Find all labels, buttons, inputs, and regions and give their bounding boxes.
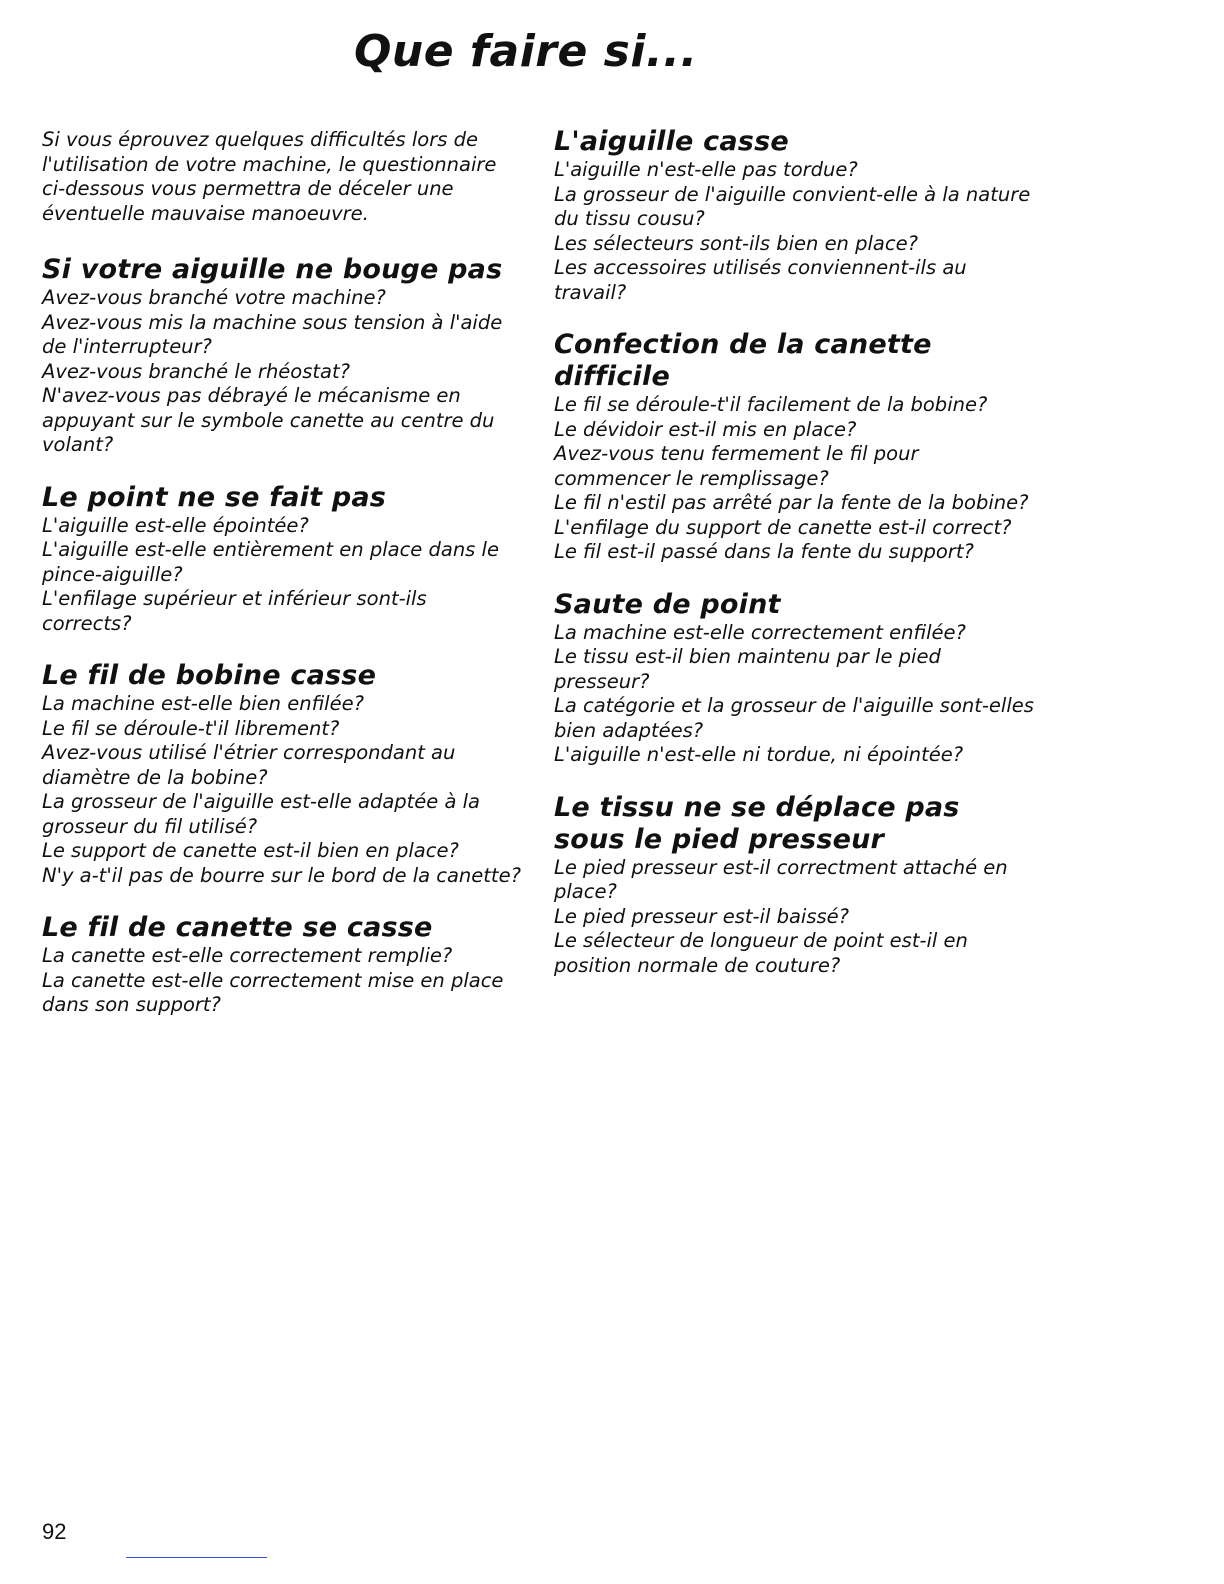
question-line: L'aiguille est-elle entièrement en place dans le pince-aiguille? [42,538,499,586]
question-line: Les sélecteurs sont-ils bien en place? [554,231,918,255]
question-line: La machine est-elle bien enfilée? [42,692,364,715]
section-heading: Le fil de bobine casse [42,660,377,691]
section-heading: L'aiguille casse [554,126,789,157]
section-aiguille-casse [554,126,1034,305]
question-line: Avez-vous branché votre machine? [42,286,386,309]
section-heading: Le tissu ne se déplace pas sous le pied presseur [554,791,960,855]
question-line: La machine est-elle correctement enfilée? [554,620,966,644]
question-line: Les accessoires utilisés conviennent-ils au travail? [554,256,967,304]
section-heading: Le point ne se fait pas [42,481,387,513]
section-fil-de-canette-se-casse [42,912,522,1018]
question-line: Le pied presseur est-il baissé? [554,904,849,928]
question-line: Avez-vous mis la machine sous tension à l'aide de l'interrupteur? [42,310,503,358]
section-heading: Le fil de canette se casse [42,912,433,943]
question-line: Le fil est-il passé dans la fente du support? [554,540,974,563]
question-line: L'aiguille est-elle épointée? [42,513,309,537]
question-line: Le fil se déroule-t'il facilement de la bobine? [554,393,988,416]
page-title: Que faire si... [354,26,698,77]
question-line: La grosseur de l'aiguille convient-elle à la nature du tissu cousu? [554,182,1031,230]
question-line: L'aiguille n'est-elle ni tordue, ni épointée? [554,743,964,766]
question-line: La catégorie et la grosseur de l'aiguille sont-elles bien adaptées? [554,694,1034,742]
question-line: Le fil n'estil pas arrêté par la fente de la bobine? [554,491,1029,514]
question-line: L'enfilage du support de canette est-il correct? [554,515,1012,539]
intro-text: Si vous éprouvez quelques difficultés lors de l'utilisation de votre machine, le questionnaire ci-dessous vous permettra de déceler une éventuelle mauvaise manoeuvre. [42,128,497,225]
question-line: Avez-vous branché le rhéostat? [42,359,350,383]
section-tissu-ne-se-deplace-pas [554,792,1034,979]
section-heading: Si votre aiguille ne bouge pas [42,254,503,285]
section-saute-de-point [554,589,1034,768]
question-line: L'aiguille n'est-elle pas tordue? [554,158,858,181]
question-line: Le support de canette est-il bien en place? [42,839,459,862]
question-line: Avez-vous utilisé l'étrier correspondant au diamètre de la bobine? [42,741,456,789]
right-column [554,126,1034,1002]
bottom-rule [126,1557,267,1558]
intro-paragraph [42,128,522,226]
question-line: La grosseur de l'aiguille est-elle adaptée à la grosseur du fil utilisé? [42,790,481,838]
section-fil-de-bobine-casse [42,660,522,888]
page-number: 92 [42,1519,67,1544]
question-line: La canette est-elle correctement mise en place dans son support? [42,968,504,1016]
question-line: Le pied presseur est-il correctment attaché en place? [554,855,1008,903]
question-line: Le tissu est-il bien maintenu par le pied presseur? [554,645,941,693]
question-line: Avez-vous tenu fermement le fil pour commencer le remplissage? [554,442,919,490]
section-aiguille-ne-bouge-pas [42,254,522,458]
question-line: La canette est-elle correctement remplie? [42,944,453,967]
left-column [42,128,522,1042]
section-heading: Confection de la canette difficile [554,329,932,392]
question-line: Le sélecteur de longueur de point est-il en position normale de couture? [554,929,968,977]
section-point-ne-se-fait-pas [42,482,522,637]
section-heading: Saute de point [554,588,781,620]
question-line: Le dévidoir est-il mis en place? [554,417,857,441]
question-line: N'avez-vous pas débrayé le mécanisme en appuyant sur le symbole canette au centre du volant? [42,384,495,456]
question-line: L'enfilage supérieur et inférieur sont-ils corrects? [42,587,427,635]
section-confection-canette [554,329,1034,565]
question-line: Le fil se déroule-t'il librement? [42,716,340,740]
question-line: N'y a-t'il pas de bourre sur le bord de la canette? [42,863,521,887]
